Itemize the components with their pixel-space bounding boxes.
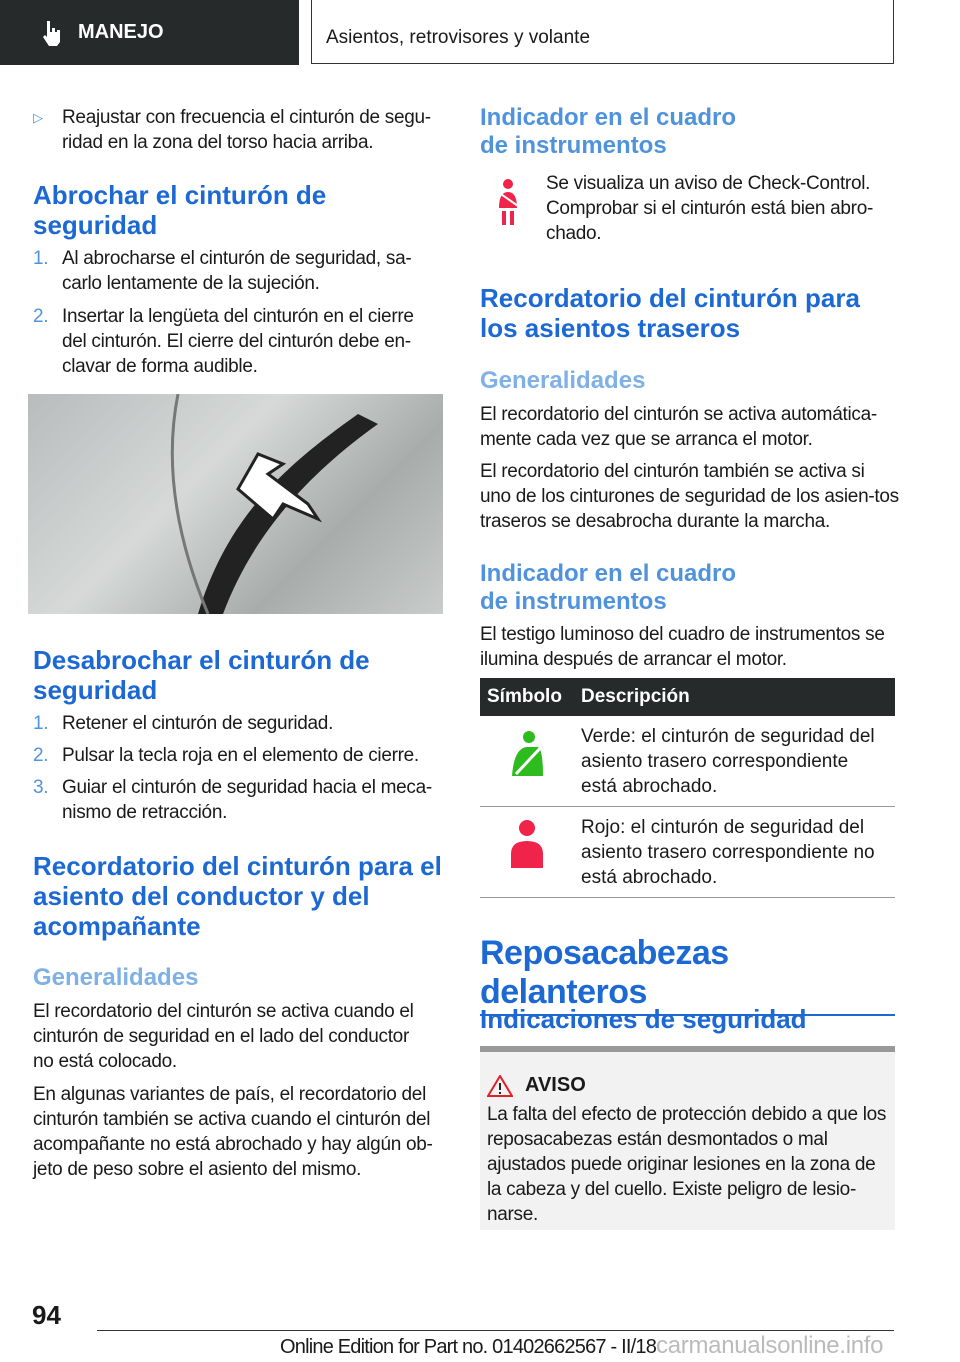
column-header: Símbolo [480, 678, 574, 716]
row-description: Rojo: el cinturón de seguridad del asiento trasero correspondiente no está abrochado. [574, 807, 895, 898]
warning-label: AVISO [525, 1074, 586, 1096]
bullet-item [33, 105, 448, 155]
steps-desabrochar [33, 711, 445, 825]
symbol-table [480, 678, 895, 898]
page-number: 94 [32, 1300, 61, 1330]
row-description: Verde: el cinturón de seguridad del asiento trasero correspondiente está abrochado. [574, 716, 895, 807]
heading-indicador: Indicador en el cuadro de instrumentos [480, 104, 737, 159]
bullet-text: Reajustar con frecuencia el cinturón de segu-ridad en la zona del torso hacia arriba. [62, 107, 431, 153]
step: 2. Insertar la lengüeta del cinturón en el cierre del cinturón. El cierre del cinturón debe en-clavar de forma audible. [33, 306, 414, 377]
heading-recordatorio-traseros: Recordatorio del cinturón para los asientos traseros [480, 283, 860, 343]
paragraph: El recordatorio del cinturón también se activa si uno de los cinturones de seguridad de los asien-tos traseros se desabrocha durante la marcha. [480, 461, 899, 532]
heading-abrochar: Abrochar el cinturón de seguridad [33, 180, 327, 240]
paragraph: El testigo luminoso del cuadro de instrumentos se ilumina después de arrancar el motor. [480, 624, 885, 670]
watermark: carmanualsonline.info [656, 1332, 884, 1359]
warning-triangle-icon [487, 1075, 513, 1097]
heading-recordatorio-conductor: Recordatorio del cinturón para el asiento del conductor y del acompañante [33, 851, 442, 941]
heading-indicaciones-seguridad: Indicaciones de seguridad [480, 1004, 807, 1034]
table-row [480, 716, 895, 807]
hand-pointer-icon [40, 19, 64, 47]
column-header: Descripción [574, 678, 895, 716]
step: 2. Pulsar la tecla roja en el elemento de cierre. [33, 745, 419, 766]
seatbelt-warning-icon [494, 178, 522, 228]
section-title: Asientos, retrovisores y volante [311, 0, 894, 64]
step: 1. Retener el cinturón de seguridad. [33, 713, 334, 734]
warning-text: La falta del efecto de protección debido a que los reposacabezas están desmontados o mal ajustados puede originar lesiones en la zona de la cabeza y del cuello. Existe peligro de lesio-narse. [487, 1104, 887, 1225]
triangle-bullet-icon: ▷ [33, 110, 43, 125]
heading-desabrochar: Desabrochar el cinturón de seguridad [33, 645, 370, 705]
heading-reposacabezas: Reposacabezas delanteros [480, 934, 895, 1016]
edition-text: Online Edition for Part no. 01402662567 - II/18 [280, 1336, 657, 1358]
paragraph: El recordatorio del cinturón se activa automática-mente cada vez que se arranca el motor. [480, 404, 877, 450]
indicator-text: Se visualiza un aviso de Check-Control. Comprobar si el cinturón está bien abro-chado. [546, 173, 874, 244]
paragraph: En algunas variantes de país, el recordatorio del cinturón también se activa cuando el cinturón del acompañante no está abrochado y hay algún ob-jeto de peso sobre el asiento del mismo. [33, 1084, 433, 1180]
table-header [480, 678, 895, 716]
table-row [480, 807, 895, 898]
heading-indicador: Indicador en el cuadro de instrumentos [480, 560, 737, 615]
warning-box [480, 1046, 895, 1230]
subheading-generalidades: Generalidades [33, 964, 199, 991]
step: 1. Al abrocharse el cinturón de seguridad, sa-carlo lentamente de la sujeción. [33, 248, 412, 294]
chapter-title: MANEJO [78, 21, 164, 43]
seatbelt-illustration [28, 394, 443, 614]
paragraph: El recordatorio del cinturón se activa cuando el cinturón de seguridad en el lado del conductor no está colocado. [33, 1001, 414, 1072]
red-seatbelt-unfastened-icon [510, 819, 544, 869]
step: 3. Guiar el cinturón de seguridad hacia el meca-nismo de retracción. [33, 777, 432, 823]
chapter-tab [0, 0, 299, 65]
steps-abrochar [33, 246, 433, 379]
footer-edition [280, 1332, 883, 1360]
seat-arrow-illustration [28, 394, 443, 614]
subheading-generalidades: Generalidades [480, 367, 646, 394]
footer-rule [97, 1330, 894, 1331]
green-seatbelt-fastened-icon [510, 730, 544, 778]
